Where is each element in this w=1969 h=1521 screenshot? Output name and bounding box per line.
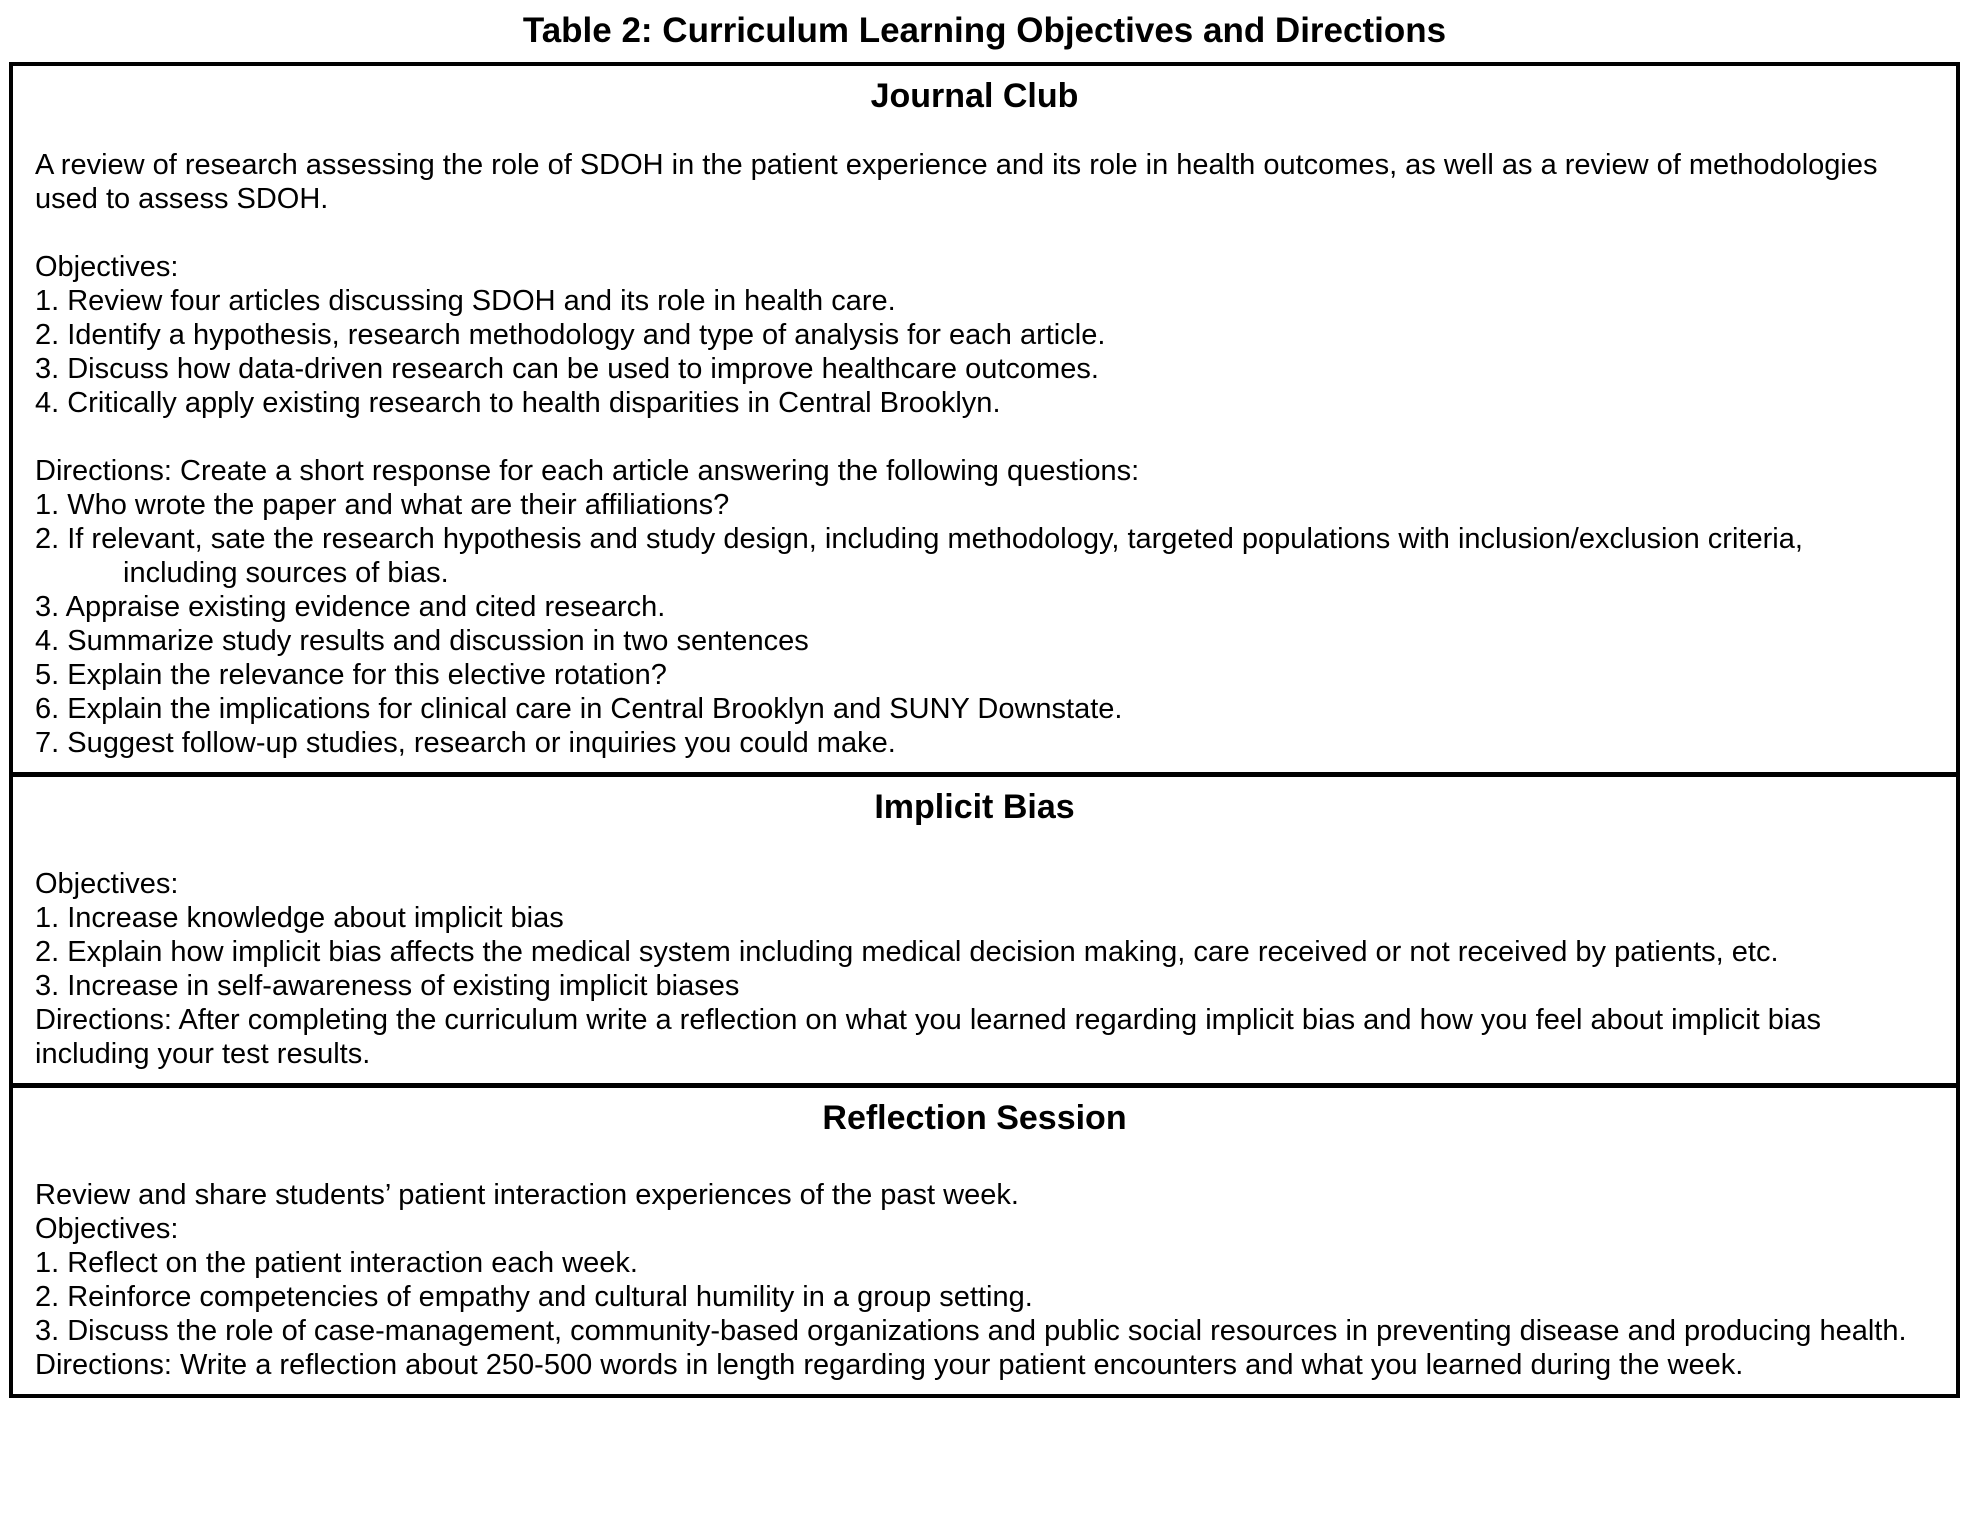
list-item: 1. Review four articles discussing SDOH and its role in health care. [35, 285, 896, 317]
curriculum-table [9, 62, 1960, 1398]
section-title-implicit-bias: Implicit Bias [874, 788, 1075, 826]
section-reflection-session [13, 1083, 1956, 1394]
list-item: 3. Increase in self-awareness of existing implicit biases [35, 970, 740, 1002]
list-item: 1. Reflect on the patient interaction each week. [35, 1247, 638, 1279]
list-item: 1. Who wrote the paper and what are their affiliations? [35, 489, 730, 521]
list-item: 5. Explain the relevance for this elective rotation? [35, 659, 667, 691]
list-item: 4. Summarize study results and discussion in two sentences [35, 625, 809, 657]
implicit-bias-directions: Directions: After completing the curriculum write a reflection on what you learned regarding implicit bias and how you feel about implicit bias including your test results. [35, 1004, 1821, 1070]
implicit-bias-objectives-label: Objectives: [35, 868, 179, 900]
list-item: 4. Critically apply existing research to health disparities in Central Brooklyn. [35, 387, 1001, 419]
section-implicit-bias [13, 772, 1956, 1083]
journal-club-directions-label: Directions: Create a short response for each article answering the following questions: [35, 455, 1140, 487]
reflection-session-objectives-label: Objectives: [35, 1213, 179, 1245]
section-journal-club [13, 66, 1956, 772]
list-item: 1. Increase knowledge about implicit bias [35, 902, 564, 934]
reflection-session-objectives-list [35, 1246, 1914, 1348]
implicit-bias-objectives-list [35, 901, 1914, 1003]
reflection-session-intro: Review and share students’ patient interaction experiences of the past week. [35, 1179, 1019, 1211]
section-title-journal-club: Journal Club [870, 77, 1079, 115]
list-item: 7. Suggest follow-up studies, research or inquiries you could make. [35, 727, 896, 759]
section-title-reflection-session: Reflection Session [822, 1099, 1127, 1137]
table-caption: Table 2: Curriculum Learning Objectives and Directions [522, 11, 1447, 50]
list-item: 3. Discuss the role of case-management, community-based organizations and public social resources in preventing disease and producing health. [35, 1315, 1907, 1347]
list-item: 2. Reinforce competencies of empathy and cultural humility in a group setting. [35, 1281, 1033, 1313]
journal-club-intro: A review of research assessing the role of SDOH in the patient experience and its role in health outcomes, as well as a review of methodologies used to assess SDOH. [35, 149, 1878, 215]
journal-club-objectives-list [35, 284, 1914, 420]
list-item: 2. Identify a hypothesis, research methodology and type of analysis for each article. [35, 319, 1106, 351]
list-item: 2. If relevant, sate the research hypothesis and study design, including methodology, targeted populations with inclusion/exclusion criteria, including sources of bias. [35, 523, 1803, 589]
list-item: 3. Discuss how data-driven research can be used to improve healthcare outcomes. [35, 353, 1099, 385]
reflection-session-directions: Directions: Write a reflection about 250-500 words in length regarding your patient encounters and what you learned during the week. [35, 1349, 1744, 1381]
list-item: 2. Explain how implicit bias affects the medical system including medical decision making, care received or not received by patients, etc. [35, 936, 1779, 968]
journal-club-directions-list [35, 488, 1914, 760]
list-item: 6. Explain the implications for clinical care in Central Brooklyn and SUNY Downstate. [35, 693, 1123, 725]
journal-club-objectives-label: Objectives: [35, 251, 179, 283]
list-item: 3. Appraise existing evidence and cited research. [35, 591, 666, 623]
